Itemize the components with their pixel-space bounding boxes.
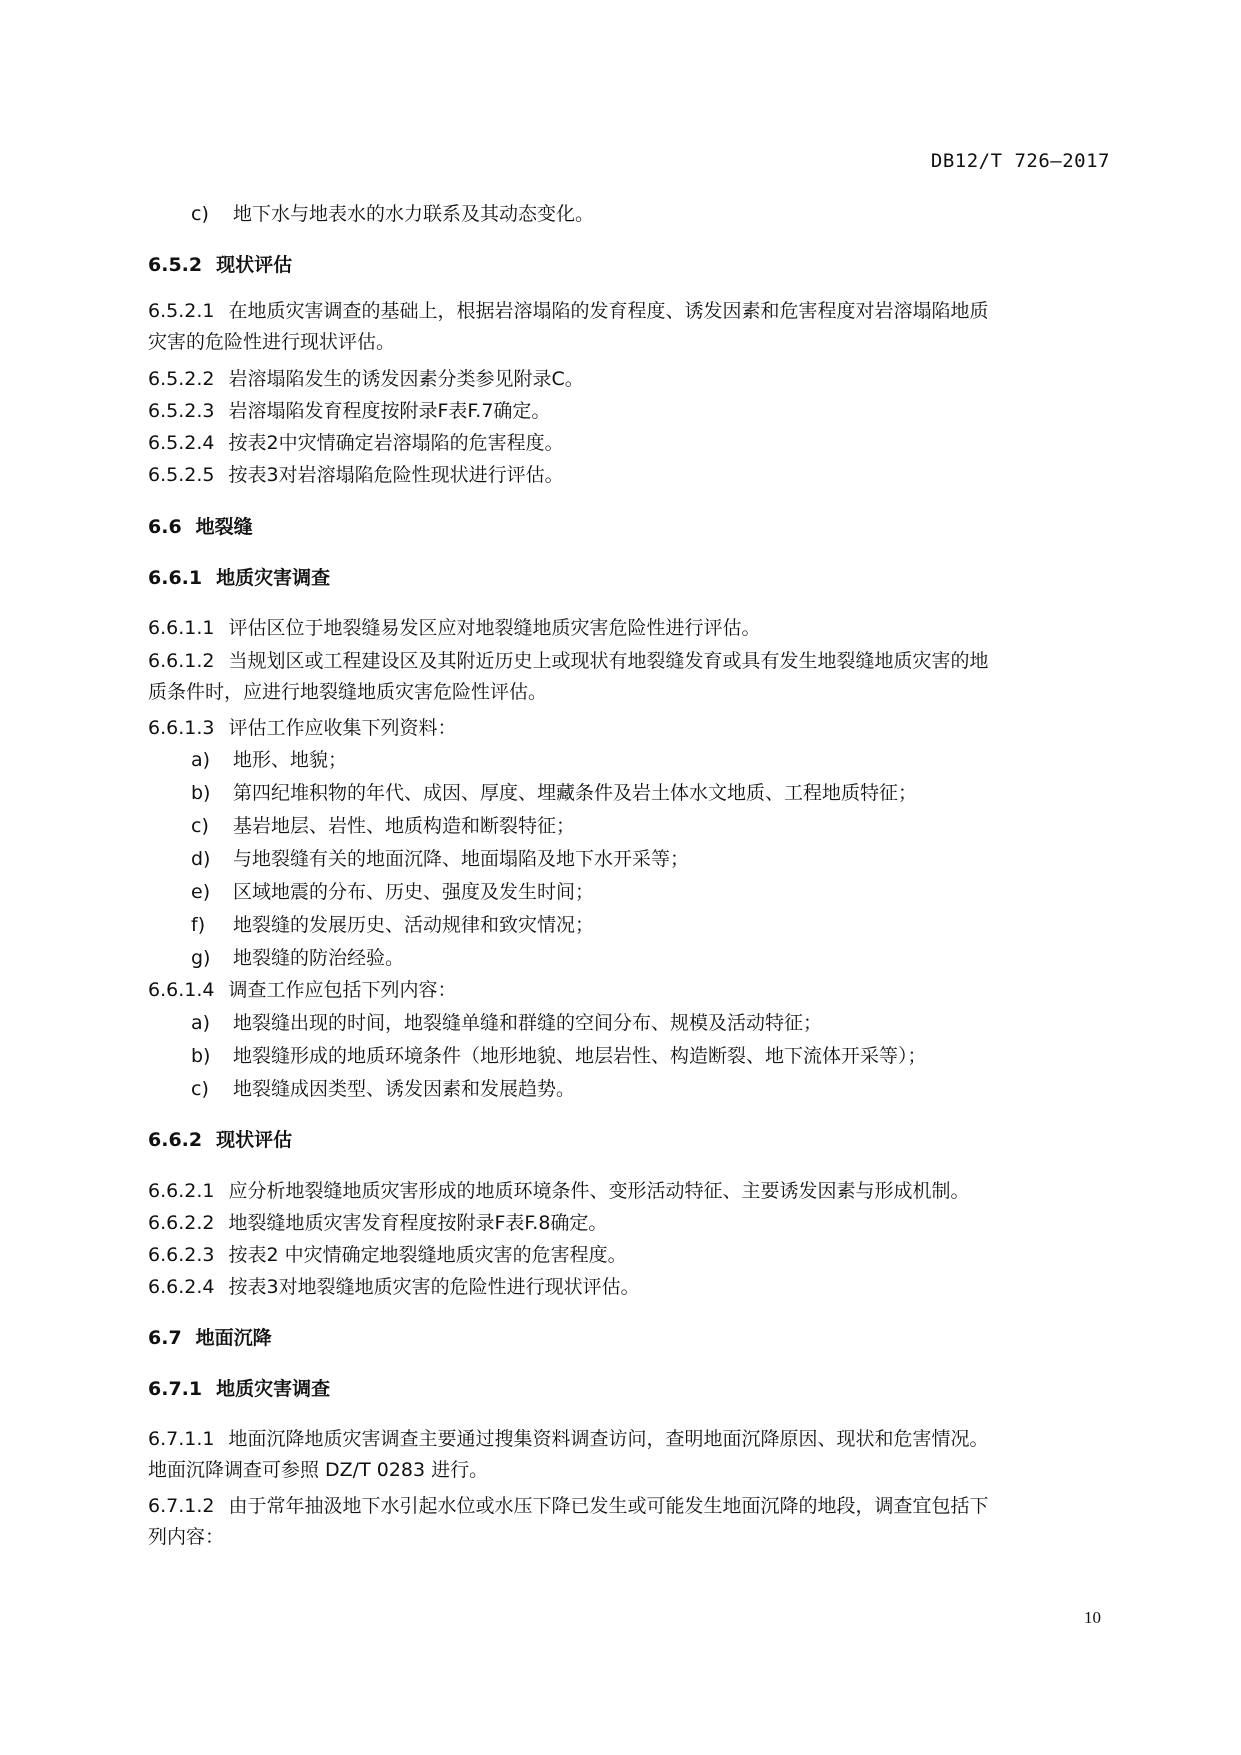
- clause: [148, 1240, 627, 1270]
- line-text: 应分析地裂缝地质灾害形成的地质环境条件、变形活动特征、主要诱发因素与形成机制。: [228, 1180, 970, 1202]
- section-title: 现状评估: [216, 254, 293, 276]
- section-number: 6.7: [148, 1327, 182, 1349]
- line-text: 调查工作应包括下列内容：: [228, 979, 457, 1001]
- clause-number: 6.6.1.4: [148, 979, 215, 1001]
- list-label: b): [191, 782, 211, 804]
- section-title: 地面沉降: [195, 1327, 272, 1349]
- paragraph: [148, 1491, 1108, 1553]
- clause: [148, 713, 457, 743]
- list-label: a): [191, 1012, 211, 1034]
- line-text: 基岩地层、岩性、地质构造和断裂特征；: [233, 815, 576, 837]
- line-text: 地裂缝的发展历史、活动规律和致灾情况；: [233, 914, 595, 936]
- clause-number: 6.7.1.2: [148, 1495, 215, 1517]
- list-item: [191, 910, 594, 940]
- section-number: 6.7.1: [148, 1378, 203, 1400]
- line-text: 岩溶塌陷发生的诱发因素分类参见附录C。: [228, 368, 584, 390]
- list-item: [191, 877, 594, 907]
- page-number: 10: [1084, 1608, 1101, 1627]
- line-text: 岩溶塌陷发育程度按附录F表F.7确定。: [228, 400, 551, 422]
- clause-text-continued: 灾害的危险性进行现状评估。: [148, 331, 396, 353]
- clause: [148, 1208, 607, 1238]
- clause-number: 6.6.1.2: [148, 650, 215, 672]
- clause-number: 6.6.2.1: [148, 1180, 215, 1202]
- section-heading: [148, 512, 253, 542]
- list-item: [191, 844, 689, 874]
- clause-number: 6.5.2.1: [148, 300, 215, 322]
- clause: [148, 396, 550, 426]
- clause-number: 6.6.1.3: [148, 717, 215, 739]
- clause-number: 6.5.2.3: [148, 400, 215, 422]
- section-title: 现状评估: [216, 1129, 293, 1151]
- clause-text-continued: 列内容：: [148, 1526, 225, 1548]
- list-label: c): [191, 203, 209, 225]
- section-heading: [148, 1323, 272, 1353]
- section-number: 6.6.2: [148, 1129, 203, 1151]
- line-text: 地裂缝地质灾害发育程度按附录F表F.8确定。: [228, 1212, 608, 1234]
- clause-number: 6.6.1.1: [148, 617, 215, 639]
- clause-text: 在地质灾害调查的基础上，根据岩溶塌陷的发育程度、诱发因素和危害程度对岩溶塌陷地质: [228, 300, 989, 322]
- section-heading: [148, 1374, 330, 1404]
- line-text: 评估工作应收集下列资料：: [228, 717, 457, 739]
- section-title: 地裂缝: [195, 516, 253, 538]
- section-number: 6.6.1: [148, 567, 203, 589]
- section-number: 6.5.2: [148, 254, 203, 276]
- line-text: 按表3对岩溶塌陷危险性现状进行评估。: [228, 464, 564, 486]
- section-title: 地质灾害调查: [216, 567, 331, 589]
- clause: [148, 975, 457, 1005]
- list-label: b): [191, 1045, 211, 1067]
- clause-number: 6.6.2.3: [148, 1244, 215, 1266]
- clause-number: 6.5.2.2: [148, 368, 215, 390]
- clause-number: 6.7.1.1: [148, 1428, 215, 1450]
- line-text: 地形、地貌；: [233, 749, 348, 771]
- list-item: [191, 745, 347, 775]
- list-label: a): [191, 749, 211, 771]
- paragraph: [148, 1424, 1108, 1486]
- clause-text-continued: 地面沉降调查可参照 DZ/T 0283 进行。: [148, 1459, 489, 1481]
- clause-text-continued: 质条件时，应进行地裂缝地质灾害危险性评估。: [148, 681, 548, 703]
- clause: [148, 428, 564, 458]
- section-heading: [148, 250, 292, 280]
- line-text: 地裂缝的防治经验。: [233, 947, 405, 969]
- clause: [148, 364, 584, 394]
- clause-number: 6.6.2.2: [148, 1212, 215, 1234]
- line-text: 地裂缝成因类型、诱发因素和发展趋势。: [233, 1078, 576, 1100]
- clause-text: 由于常年抽汲地下水引起水位或水压下降已发生或可能发生地面沉降的地段，调查宜包括下: [228, 1495, 989, 1517]
- paragraph: [148, 646, 1108, 708]
- paragraph: [148, 296, 1108, 358]
- section-title: 地质灾害调查: [216, 1378, 331, 1400]
- list-label: g): [191, 947, 211, 969]
- list-label: c): [191, 1078, 209, 1100]
- list-item: [191, 1074, 575, 1104]
- clause-number: 6.6.2.4: [148, 1276, 215, 1298]
- list-label: f): [191, 914, 206, 936]
- line-text: 按表2中灾情确定岩溶塌陷的危害程度。: [228, 432, 564, 454]
- line-text: 评估区位于地裂缝易发区应对地裂缝地质灾害危险性进行评估。: [228, 617, 761, 639]
- list-label: d): [191, 848, 211, 870]
- clause-number: 6.5.2.4: [148, 432, 215, 454]
- clause-text: 地面沉降地质灾害调查主要通过搜集资料调查访问，查明地面沉降原因、现状和危害情况。: [228, 1428, 989, 1450]
- list-label: c): [191, 815, 209, 837]
- clause: [148, 1272, 640, 1302]
- line-text: 第四纪堆积物的年代、成因、厚度、埋藏条件及岩土体水文地质、工程地质特征；: [233, 782, 918, 804]
- list-item: [191, 811, 575, 841]
- line-text: 按表2 中灾情确定地裂缝地质灾害的危害程度。: [228, 1244, 627, 1266]
- line-text: 区域地震的分布、历史、强度及发生时间；: [233, 881, 595, 903]
- clause-text: 当规划区或工程建设区及其附近历史上或现状有地裂缝发育或具有发生地裂缝地质灾害的地: [228, 650, 989, 672]
- section-heading: [148, 1125, 292, 1155]
- line-text: 地裂缝出现的时间，地裂缝单缝和群缝的空间分布、规模及活动特征；: [233, 1012, 823, 1034]
- clause: [148, 1176, 970, 1206]
- list-label: e): [191, 881, 211, 903]
- clause-number: 6.5.2.5: [148, 464, 215, 486]
- line-text: 与地裂缝有关的地面沉降、地面塌陷及地下水开采等；: [233, 848, 690, 870]
- list-item: [191, 1008, 822, 1038]
- line-text: 按表3对地裂缝地质灾害的危险性进行现状评估。: [228, 1276, 640, 1298]
- list-item: [191, 1041, 927, 1071]
- document-code: DB12/T 726—2017: [930, 150, 1110, 172]
- clause: [148, 460, 564, 490]
- clause: [148, 613, 761, 643]
- list-item: [191, 778, 917, 808]
- line-text: 地裂缝形成的地质环境条件（地形地貌、地层岩性、构造断裂、地下流体开采等）；: [233, 1045, 927, 1067]
- section-heading: [148, 563, 330, 593]
- list-item: [191, 199, 594, 229]
- line-text: 地下水与地表水的水力联系及其动态变化。: [233, 203, 595, 225]
- list-item: [191, 943, 404, 973]
- section-number: 6.6: [148, 516, 182, 538]
